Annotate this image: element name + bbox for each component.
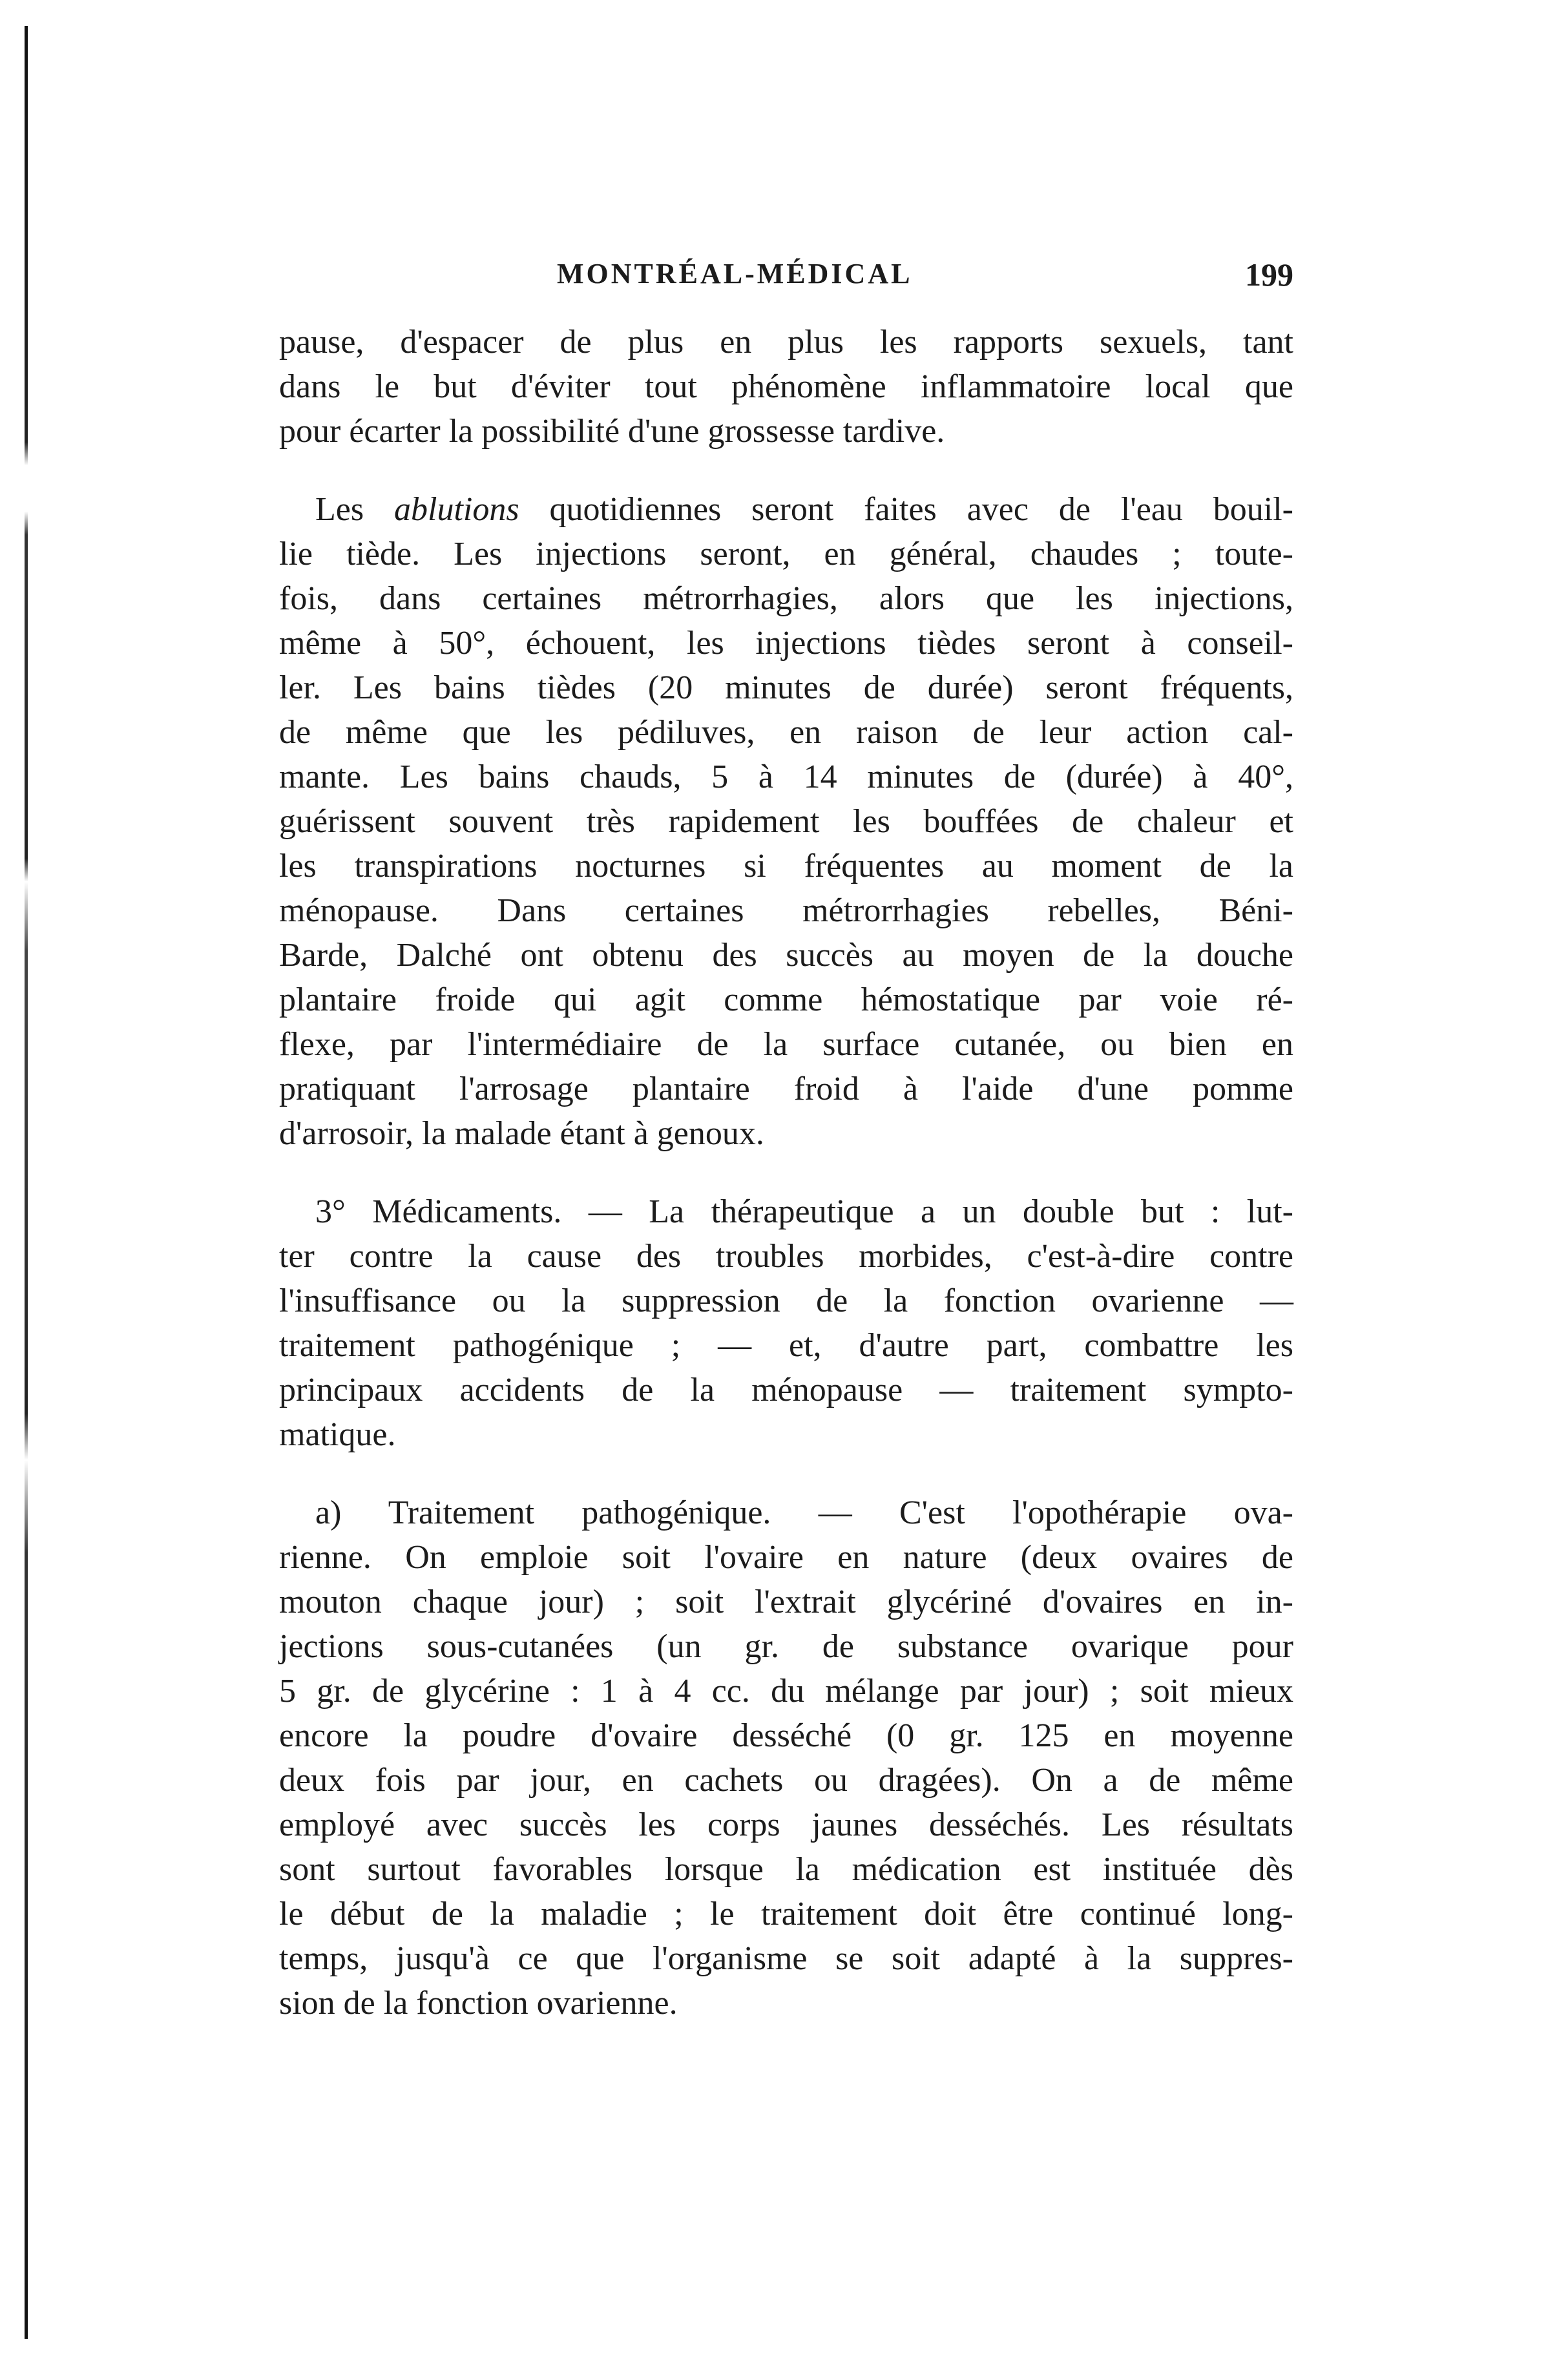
paragraph (279, 487, 1293, 532)
page-number: 199 (1245, 256, 1293, 293)
paragraph (279, 1189, 1293, 1234)
text-line: plantaire froide qui agit comme hémostatique par voie ré- (279, 981, 1293, 1018)
text-line: principaux accidents de la ménopause — traitement sympto- (279, 1372, 1293, 1408)
text-line: d'arrosoir, la malade étant à genoux. (279, 1115, 764, 1152)
text-line: flexe, par l'intermédiaire de la surface cutanée, ou bien en (279, 1026, 1293, 1063)
paragraph-cont (279, 1234, 1293, 1457)
text-line: pratiquant l'arrosage plantaire froid à l'aide d'une pomme (279, 1071, 1293, 1107)
text-line: l'insuffisance ou la suppression de la fonction ovarienne — (279, 1282, 1293, 1319)
body-text (279, 320, 1293, 2025)
text-line: 3° Médicaments. — La thérapeutique a un double but : lut- (315, 1193, 1293, 1230)
text-line: les transpirations nocturnes si fréquentes au moment de la (279, 848, 1293, 884)
text-line: lie tiède. Les injections seront, en général, chaudes ; toute- (279, 536, 1293, 572)
paragraph (279, 320, 1293, 454)
paragraph (279, 1491, 1293, 1535)
page-header (279, 253, 1293, 298)
text-line: matique. (279, 1416, 396, 1453)
text-line: sont surtout favorables lorsque la médication est instituée dès (279, 1851, 1293, 1888)
text-line: de même que les pédiluves, en raison de leur action cal- (279, 714, 1293, 751)
text-line: dans le but d'éviter tout phénomène inflammatoire local que (279, 368, 1293, 405)
text-line: fois, dans certaines métrorrhagies, alors que les injections, (279, 580, 1293, 617)
text-line: ter contre la cause des troubles morbides, c'est-à-dire contre (279, 1238, 1293, 1275)
text-line: ler. Les bains tièdes (20 minutes de durée) seront fréquents, (279, 669, 1293, 706)
text-line: jections sous-cutanées (un gr. de substance ovarique pour (279, 1628, 1293, 1665)
running-head: MONTRÉAL-MÉDICAL (557, 258, 913, 289)
text-line: Barde, Dalché ont obtenu des succès au moyen de la douche (279, 937, 1293, 974)
paragraph-cont (279, 532, 1293, 1156)
text-line: temps, jusqu'à ce que l'organisme se soit adapté à la suppres- (279, 1940, 1293, 1977)
text-line: Les ablutions quotidiennes seront faites avec de l'eau bouil- (315, 491, 1293, 528)
text-line: guérissent souvent très rapidement les bouffées de chaleur et (279, 803, 1293, 840)
paragraph-cont (279, 1535, 1293, 2025)
text-line: pause, d'espacer de plus en plus les rapports sexuels, tant (279, 324, 1293, 361)
text-line: le début de la maladie ; le traitement doit être continué long- (279, 1896, 1293, 1932)
text-line: même à 50°, échouent, les injections tièdes seront à conseil- (279, 625, 1293, 662)
text-line: rienne. On emploie soit l'ovaire en nature (deux ovaires de (279, 1539, 1293, 1576)
text-line: ménopause. Dans certaines métrorrhagies rebelles, Béni- (279, 892, 1293, 929)
text-line: encore la poudre d'ovaire desséché (0 gr. 125 en moyenne (279, 1717, 1293, 1754)
text-line: 5 gr. de glycérine : 1 à 4 cc. du mélange par jour) ; soit mieux (279, 1673, 1293, 1710)
binding-edge-shadow (25, 26, 28, 2339)
text-line: employé avec succès les corps jaunes desséchés. Les résultats (279, 1806, 1293, 1843)
text-line: mante. Les bains chauds, 5 à 14 minutes de (durée) à 40°, (279, 758, 1293, 795)
text-line: mouton chaque jour) ; soit l'extrait glycériné d'ovaires en in- (279, 1584, 1293, 1620)
text-line: traitement pathogénique ; — et, d'autre part, combattre les (279, 1327, 1293, 1364)
text-line: pour écarter la possibilité d'une grossesse tardive. (279, 413, 945, 450)
text-line: sion de la fonction ovarienne. (279, 1985, 678, 2022)
text-line: deux fois par jour, en cachets ou dragées). On a de même (279, 1762, 1293, 1799)
text-line: a) Traitement pathogénique. — C'est l'opothérapie ova- (315, 1494, 1293, 1531)
